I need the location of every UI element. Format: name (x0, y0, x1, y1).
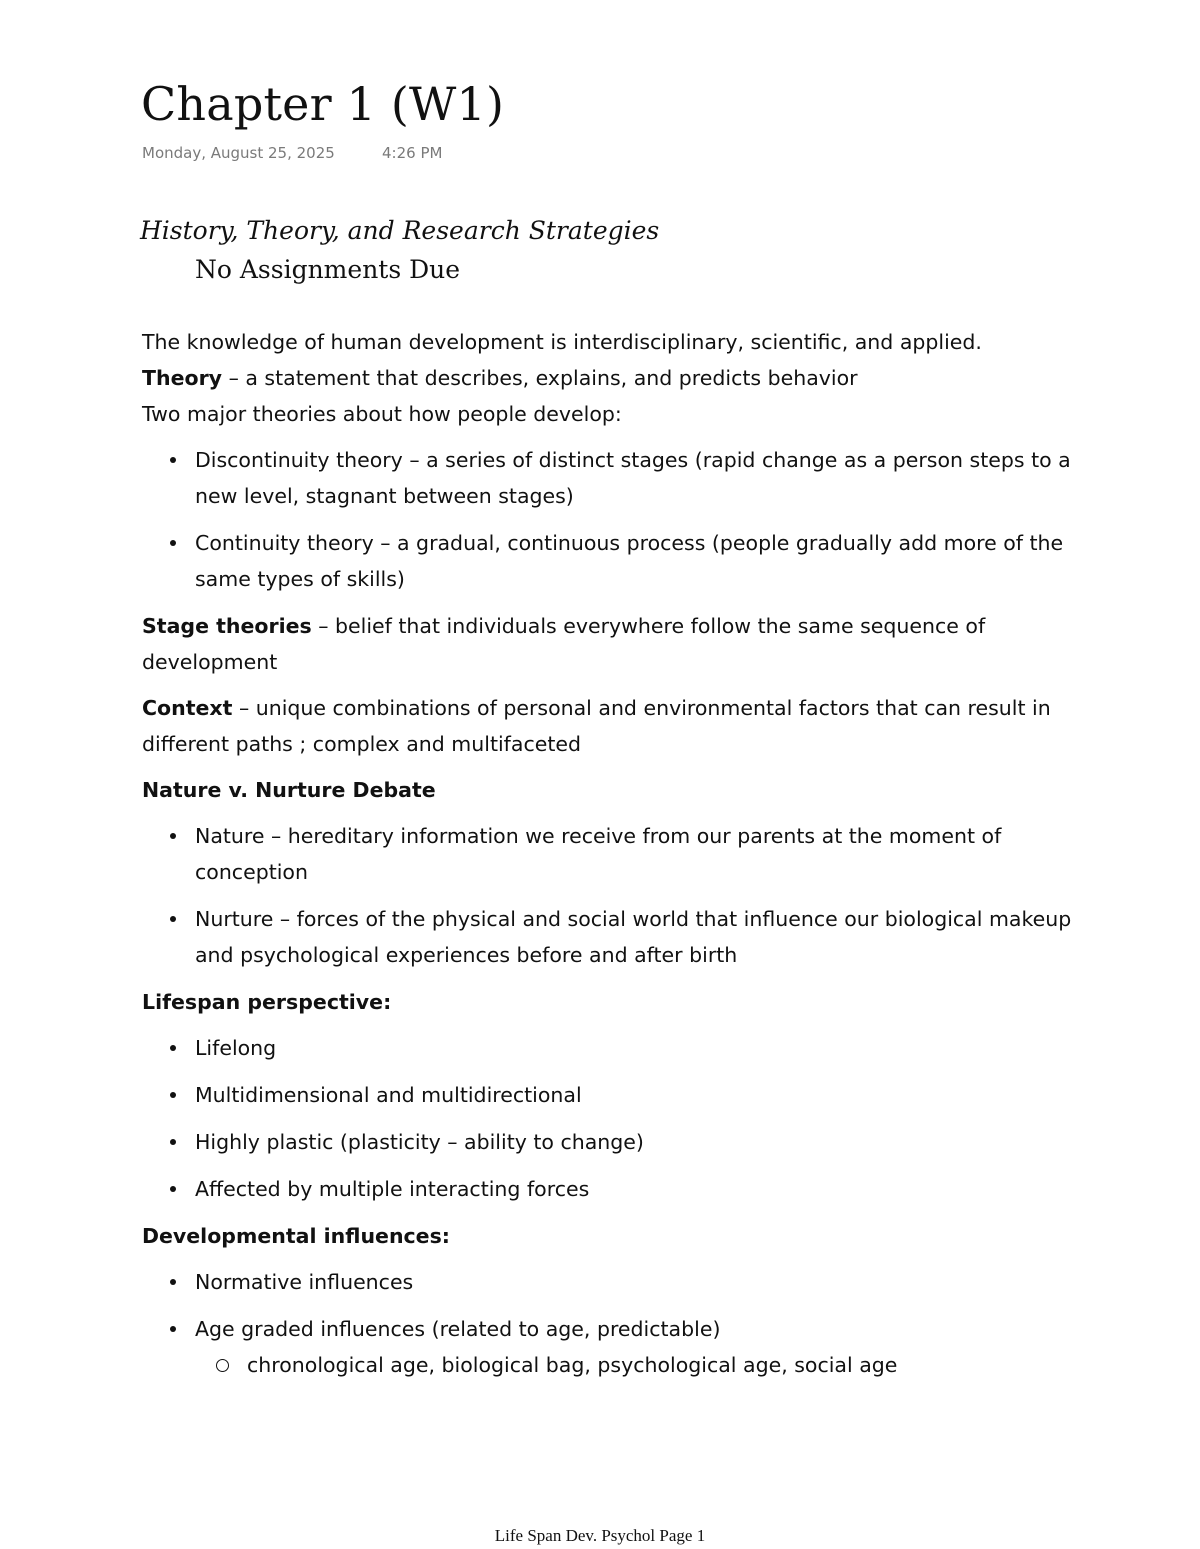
theory-definition (142, 360, 1072, 396)
section-subtitle: History, Theory, and Research Strategies (140, 216, 660, 245)
nature-nurture-list (142, 818, 1072, 973)
list-item: Discontinuity theory – a series of distinct stages (rapid change as a person steps to a new level, stagnant between stages) (142, 442, 1072, 514)
note-date: Monday, August 25, 2025 (142, 144, 335, 162)
list-item: Affected by multiple interacting forces (142, 1171, 1072, 1207)
context-def-text: – unique combinations of personal and environmental factors that can result in different paths ; complex and multifaceted (142, 696, 1051, 756)
list-item: Highly plastic (plasticity – ability to change) (142, 1124, 1072, 1160)
intro-paragraph: The knowledge of human development is interdisciplinary, scientific, and applied. (142, 330, 982, 354)
context-term: Context (142, 696, 233, 720)
developmental-influences-heading: Developmental influences: (142, 1224, 450, 1248)
context-definition (142, 690, 1072, 762)
list-item: Normative influences (142, 1264, 1072, 1300)
age-sub-list (195, 1347, 1072, 1383)
note-body (142, 324, 1072, 1394)
lifespan-list (142, 1030, 1072, 1207)
page-title: Chapter 1 (W1) (141, 77, 505, 131)
stage-theories-def-text: – belief that individuals everywhere follow the same sequence of development (142, 614, 986, 674)
list-item: Nurture – forces of the physical and social world that influence our biological makeup and psychological experiences before and after birth (142, 901, 1072, 973)
note-time: 4:26 PM (382, 144, 443, 162)
list-item: Continuity theory – a gradual, continuous process (people gradually add more of the same types of skills) (142, 525, 1072, 597)
assignments-note: No Assignments Due (195, 255, 461, 284)
list-item: Nature – hereditary information we receive from our parents at the moment of conception (142, 818, 1072, 890)
stage-theories-definition (142, 608, 1072, 680)
theory-def-text: – a statement that describes, explains, and predicts behavior (222, 366, 858, 390)
two-theories-line: Two major theories about how people develop: (142, 402, 622, 426)
theory-term: Theory (142, 366, 223, 390)
list-item: Multidimensional and multidirectional (142, 1077, 1072, 1113)
influences-list (142, 1264, 1072, 1383)
sub-list-item: chronological age, biological bag, psychological age, social age (195, 1347, 1072, 1383)
nature-nurture-heading: Nature v. Nurture Debate (142, 778, 436, 802)
stage-theories-term: Stage theories (142, 614, 312, 638)
lifespan-heading: Lifespan perspective: (142, 990, 392, 1014)
theories-list (142, 442, 1072, 597)
list-item: Lifelong (142, 1030, 1072, 1066)
list-item (142, 1311, 1072, 1383)
list-item-text: Age graded influences (related to age, predictable) (195, 1317, 721, 1341)
page-footer: Life Span Dev. Psychol Page 1 (494, 1526, 706, 1545)
